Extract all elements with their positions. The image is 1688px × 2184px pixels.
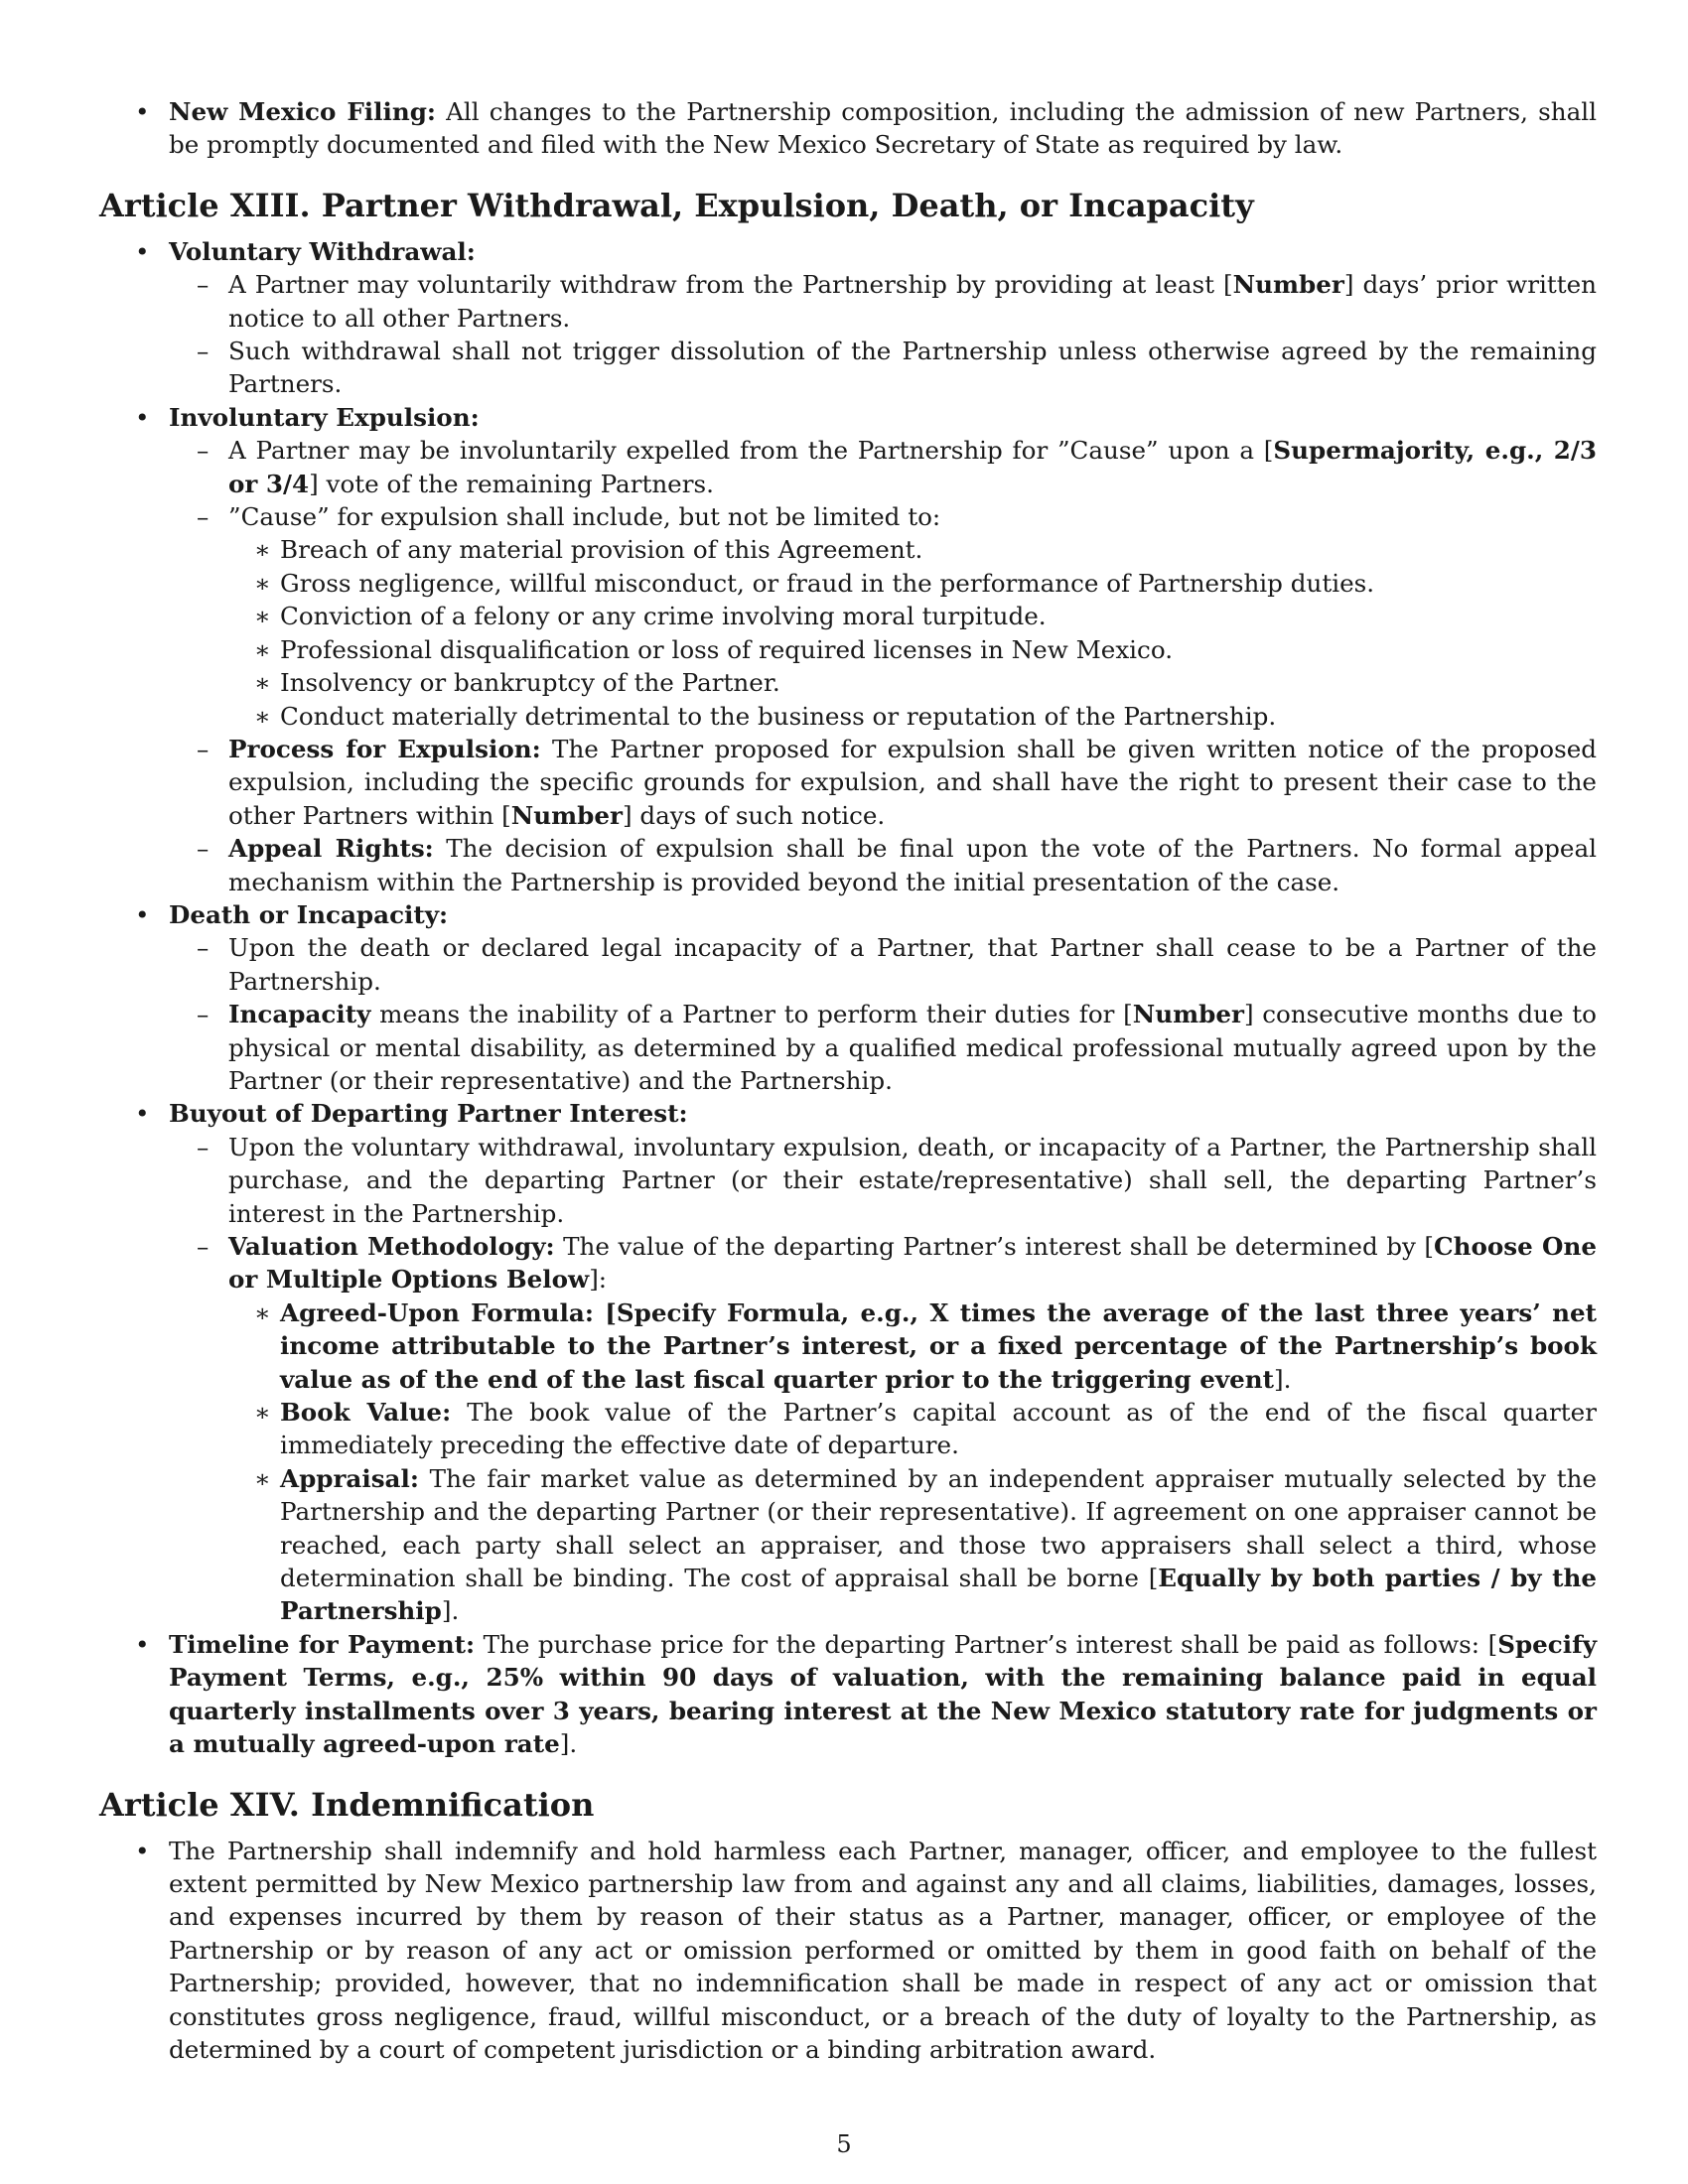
item-label: Process for Expulsion: (228, 734, 541, 763)
bullet-marker: • (135, 1629, 150, 1659)
placeholder-text: Specify Payment Terms, e.g., 25% within 90 days of valuation, with the remaining balance paid in equal quarterly installments over 3 years, bearing interest at the New Mexico statutory rate for judgments or a mutually agreed-upon rate (169, 1629, 1597, 1759)
placeholder-text: Number (1232, 270, 1344, 300)
item-label: Timeline for Payment: (169, 1629, 476, 1659)
placeholder-text: Specify Formula, e.g., X times the average of the last three years’ net income attributable to the Partner’s interest, or a fixed percentage of the Partnership’s book value as of the end of the last fiscal quarter prior to the triggering event (280, 1297, 1597, 1394)
top-list (99, 95, 1597, 162)
sub-list-item (169, 434, 1597, 500)
dash-marker: – (197, 933, 210, 963)
item-label: Valuation Methodology: (228, 1232, 555, 1261)
cause-item (228, 666, 1597, 699)
cause-list (228, 533, 1597, 732)
valuation-option (228, 1462, 1597, 1628)
cause-text: Breach of any material provision of this Agreement. (280, 535, 923, 565)
item-label: Appeal Rights: (228, 834, 434, 864)
sub-list (169, 931, 1597, 1097)
text-segment: ]. (559, 1729, 578, 1759)
dash-marker: – (197, 502, 210, 532)
list-item-timeline (99, 1628, 1597, 1761)
article-xiv-list (99, 1835, 1597, 2067)
page-number: 5 (836, 2130, 852, 2158)
text-segment: ] vote of the remaining Partners. (309, 469, 714, 498)
bullet-marker: • (135, 402, 150, 432)
cause-text: Conviction of a felony or any crime involving moral turpitude. (280, 602, 1047, 631)
item-label: New Mexico Filing: (169, 97, 436, 126)
cause-text: Professional disqualification or loss of required licenses in New Mexico. (280, 634, 1174, 664)
text-segment: [ (593, 1297, 617, 1327)
item-label: Involuntary Expulsion: (169, 402, 480, 432)
dash-marker: – (197, 1132, 210, 1161)
text-segment: Such withdrawal shall not trigger dissolution of the Partnership unless otherwise agreed by the remaining Partners. (228, 337, 1597, 399)
text-segment: The value of the departing Partner’s interest shall be determined by [ (554, 1232, 1434, 1261)
dash-marker: – (197, 270, 210, 300)
bullet-marker: • (135, 97, 150, 126)
item-label: Book Value: (280, 1398, 452, 1428)
text-segment: ”Cause” for expulsion shall include, but not be limited to: (228, 502, 941, 532)
cause-item (228, 600, 1597, 632)
text-segment: The decision of expulsion shall be final upon the vote of the Partners. No formal appeal mechanism within the Partnership is provided beyond the initial presentation of the case. (228, 834, 1597, 896)
sub-list-item (169, 832, 1597, 898)
sub-list-item (169, 931, 1597, 998)
placeholder-text: Number (1132, 1000, 1244, 1029)
asterisk-marker: ∗ (254, 602, 271, 631)
text-segment: ] days’ prior written notice to all other Partners. (228, 270, 1597, 333)
asterisk-marker: ∗ (254, 535, 271, 565)
asterisk-marker: ∗ (254, 1398, 271, 1428)
sub-list-item (169, 733, 1597, 832)
dash-marker: – (197, 436, 210, 466)
sub-list-item (169, 268, 1597, 335)
text-segment: ] consecutive months due to physical or mental disability, as determined by a qualified medical professional mutually agreed upon by the Partner (or their representative) and the Partnership. (228, 1000, 1597, 1095)
sub-list-item (169, 335, 1597, 401)
sub-list (169, 434, 1597, 898)
bullet-marker: • (135, 899, 150, 929)
text-segment: The Partnership shall indemnify and hold harmless each Partner, manager, officer, and employee to the fullest extent permitted by New Mexico partnership law from and against any and all claims, liabilities, damages, losses, and expenses incurred by them by reason of their status as a Partner, manager, officer, or employee of the Partnership or by reason of any act or omission performed or omitted by them in good faith on behalf of the Partnership; provided, however, that no indemnification shall be made in respect of any act or omission that constitutes gross negligence, fraud, willful misconduct, or a breach of the duty of loyalty to the Partnership, as determined by a court of competent jurisdiction or a binding arbitration award. (169, 1836, 1597, 2064)
text-segment: ] days of such notice. (622, 800, 886, 830)
asterisk-marker: ∗ (254, 1463, 271, 1493)
text-segment: A Partner may voluntarily withdraw from the Partnership by providing at least [ (228, 270, 1233, 300)
list-item-death-incapacity (99, 898, 1597, 1097)
sub-list-item (169, 500, 1597, 733)
text-segment: ]. (1274, 1364, 1292, 1394)
placeholder-text: Choose One or Multiple Options Below (228, 1232, 1597, 1295)
sub-list (169, 268, 1597, 401)
placeholder-text: Equally by both parties / by the Partnership (280, 1564, 1597, 1626)
text-segment: ]. (441, 1596, 460, 1626)
item-label: Incapacity (228, 1000, 371, 1029)
list-item-voluntary-withdrawal (99, 235, 1597, 401)
text-segment: Upon the voluntary withdrawal, involuntary expulsion, death, or incapacity of a Partner, the Partnership shall purchase, and the departing Partner (or their estate/representative) shall sell, the departing Partner’s interest in the Partnership. (228, 1132, 1597, 1228)
list-item-buyout (99, 1097, 1597, 1628)
asterisk-marker: ∗ (254, 568, 271, 598)
article-xiii-heading: Article XIII. Partner Withdrawal, Expulsion, Death, or Incapacity (99, 186, 1254, 224)
list-item-indemnification (99, 1835, 1597, 2067)
asterisk-marker: ∗ (254, 668, 271, 698)
sub-list-item (169, 1131, 1597, 1230)
cause-item (228, 700, 1597, 733)
cause-item (228, 533, 1597, 566)
cause-text: Conduct materially detrimental to the business or reputation of the Partnership. (280, 701, 1277, 731)
item-label: Death or Incapacity: (169, 899, 449, 929)
valuation-option (228, 1297, 1597, 1396)
item-label: Agreed-Upon Formula: (280, 1297, 594, 1327)
dash-marker: – (197, 337, 210, 366)
sub-list-item (169, 1230, 1597, 1628)
item-label: Buyout of Departing Partner Interest: (169, 1099, 688, 1129)
bullet-marker: • (135, 236, 150, 266)
valuation-option (228, 1396, 1597, 1462)
text-segment: The fair market value as determined by an independent appraiser mutually selected by the Partnership and the departing Partner (or their representative). If agreement on one appraiser cannot be reached, each party shall select an appraiser, and those two appraisers shall select a third, whose determination shall be binding. The cost of appraisal shall be borne [ (280, 1463, 1597, 1593)
item-label: Appraisal: (280, 1463, 419, 1493)
text-segment: The purchase price for the departing Partner’s interest shall be paid as follows: [ (475, 1629, 1498, 1659)
list-item-involuntary-expulsion (99, 401, 1597, 898)
document-page (99, 95, 1597, 2066)
text-segment: A Partner may be involuntarily expelled from the Partnership for ”Cause” upon a [ (228, 436, 1274, 466)
item-text: All changes to the Partnership composition, including the admission of new Partners, shall be promptly documented and filed with the New Mexico Secretary of State as required by law. (169, 97, 1597, 160)
valuation-options-list (228, 1297, 1597, 1628)
bullet-marker: • (135, 1099, 150, 1129)
asterisk-marker: ∗ (254, 634, 271, 664)
text-segment: The Partner proposed for expulsion shall be given written notice of the proposed expulsion, including the specific grounds for expulsion, and shall have the right to present their case to the other Partners within [ (228, 734, 1597, 830)
placeholder-text: Number (510, 800, 623, 830)
text-segment: Upon the death or declared legal incapacity of a Partner, that Partner shall cease to be a Partner of the Partnership. (228, 933, 1597, 996)
list-item (99, 95, 1597, 162)
text-segment: ]: (589, 1265, 608, 1295)
dash-marker: – (197, 1000, 210, 1029)
text-segment: The book value of the Partner’s capital account as of the end of the fiscal quarter immediately preceding the effective date of departure. (280, 1398, 1597, 1460)
placeholder-text: Supermajority, e.g., 2/3 or 3/4 (228, 436, 1597, 498)
bullet-marker: • (135, 1836, 150, 1865)
text-segment: means the inability of a Partner to perform their duties for [ (370, 1000, 1133, 1029)
dash-marker: – (197, 734, 210, 763)
item-label: Voluntary Withdrawal: (169, 236, 476, 266)
article-xiii-list (99, 235, 1597, 1761)
cause-item (228, 567, 1597, 600)
dash-marker: – (197, 834, 210, 864)
article-xiv-heading: Article XIV. Indemnification (99, 1785, 595, 1824)
cause-item (228, 633, 1597, 666)
sub-list (169, 1131, 1597, 1628)
dash-marker: – (197, 1232, 210, 1261)
asterisk-marker: ∗ (254, 1297, 271, 1327)
cause-text: Insolvency or bankruptcy of the Partner. (280, 668, 780, 698)
cause-text: Gross negligence, willful misconduct, or fraud in the performance of Partnership duties. (280, 568, 1375, 598)
sub-list-item (169, 998, 1597, 1097)
asterisk-marker: ∗ (254, 701, 271, 731)
